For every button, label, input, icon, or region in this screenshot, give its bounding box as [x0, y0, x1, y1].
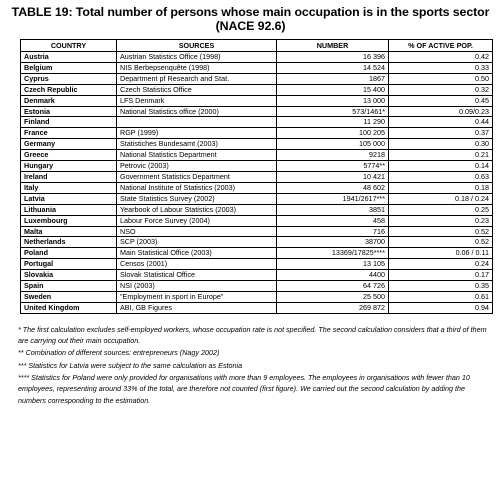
country-cell: Lithuania	[21, 204, 117, 215]
country-cell: Czech Republic	[21, 84, 117, 95]
percent-cell: 0.37	[389, 128, 493, 139]
table-row	[21, 248, 493, 259]
header-percent-active-pop: % OF ACTIVE POP.	[389, 40, 493, 52]
country-cell: Spain	[21, 281, 117, 292]
percent-cell: 0.94	[389, 302, 493, 313]
table-row	[21, 139, 493, 150]
percent-cell: 0.23	[389, 215, 493, 226]
percent-cell: 0.14	[389, 161, 493, 172]
table-title: TABLE 19: Total number of persons whose main occupation is in the sports sector (NACE 92.6)	[11, 5, 490, 33]
number-cell: 716	[277, 226, 389, 237]
table-row	[21, 161, 493, 172]
table-row	[21, 204, 493, 215]
table-row	[21, 73, 493, 84]
percent-cell: 0.63	[389, 171, 493, 182]
number-cell: 25 500	[277, 291, 389, 302]
source-cell: Czech Statistics Office	[117, 84, 277, 95]
percent-cell: 0.35	[389, 281, 493, 292]
country-cell: Estonia	[21, 106, 117, 117]
source-cell: NSO	[117, 226, 277, 237]
source-cell: Austrian Statistics Office (1998)	[117, 52, 277, 63]
source-cell: National Statistics office (2000)	[117, 106, 277, 117]
table-header-row	[21, 40, 493, 52]
percent-cell: 0.61	[389, 291, 493, 302]
country-cell: Italy	[21, 182, 117, 193]
table-row	[21, 117, 493, 128]
table-row	[21, 84, 493, 95]
number-cell: 14 524	[277, 62, 389, 73]
header-number: NUMBER	[277, 40, 389, 52]
sports-employment-table	[20, 39, 493, 314]
percent-cell: 0.45	[389, 95, 493, 106]
footnotes	[18, 324, 488, 406]
header-sources: SOURCES	[117, 40, 277, 52]
source-cell: Government Statistics Department	[117, 171, 277, 182]
country-cell: Austria	[21, 52, 117, 63]
source-cell: LFS Denmark	[117, 95, 277, 106]
number-cell: 4400	[277, 270, 389, 281]
country-cell: Latvia	[21, 193, 117, 204]
table-row	[21, 150, 493, 161]
percent-cell: 0.17	[389, 270, 493, 281]
country-cell: Hungary	[21, 161, 117, 172]
country-cell: Netherlands	[21, 237, 117, 248]
table-row	[21, 215, 493, 226]
table-body	[21, 52, 493, 314]
source-cell: "Employment in sport in Europe"	[117, 291, 277, 302]
number-cell: 48 602	[277, 182, 389, 193]
country-cell: Greece	[21, 150, 117, 161]
source-cell: Petrovic (2003)	[117, 161, 277, 172]
country-cell: Sweden	[21, 291, 117, 302]
number-cell: 100 205	[277, 128, 389, 139]
number-cell: 10 421	[277, 171, 389, 182]
number-cell: 13369/17825****	[277, 248, 389, 259]
country-cell: Portugal	[21, 259, 117, 270]
percent-cell: 0.30	[389, 139, 493, 150]
country-cell: Denmark	[21, 95, 117, 106]
source-cell: SCP (2003)	[117, 237, 277, 248]
number-cell: 458	[277, 215, 389, 226]
number-cell: 573/1461*	[277, 106, 389, 117]
number-cell: 1867	[277, 73, 389, 84]
table-row	[21, 259, 493, 270]
number-cell: 16 396	[277, 52, 389, 63]
table-row	[21, 193, 493, 204]
percent-cell: 0.21	[389, 150, 493, 161]
source-cell: RGP (1999)	[117, 128, 277, 139]
number-cell: 38700	[277, 237, 389, 248]
source-cell	[117, 117, 277, 128]
percent-cell: 0.42	[389, 52, 493, 63]
number-cell: 13 000	[277, 95, 389, 106]
percent-cell: 0.50	[389, 73, 493, 84]
number-cell: 5774**	[277, 161, 389, 172]
footnote: * The first calculation excludes self-employed workers, whose occupation rate is not specified. The second calculation considers that a third of them are carrying out their main occupation.	[18, 324, 487, 346]
percent-cell: 0.52	[389, 226, 493, 237]
source-cell: Slovak Statistical Office	[117, 270, 277, 281]
number-cell: 9218	[277, 150, 389, 161]
percent-cell: 0.52	[389, 237, 493, 248]
table-row	[21, 182, 493, 193]
percent-cell: 0.25	[389, 204, 493, 215]
country-cell: Slovakia	[21, 270, 117, 281]
source-cell: ABI, GB Figures	[117, 302, 277, 313]
country-cell: Ireland	[21, 171, 117, 182]
source-cell: NIS Berbepsenquête (1998)	[117, 62, 277, 73]
country-cell: Luxembourg	[21, 215, 117, 226]
percent-cell: 0.32	[389, 84, 493, 95]
table-row	[21, 95, 493, 106]
table-row	[21, 226, 493, 237]
table-row	[21, 291, 493, 302]
country-cell: Malta	[21, 226, 117, 237]
percent-cell: 0.33	[389, 62, 493, 73]
source-cell: Labour Force Survey (2004)	[117, 215, 277, 226]
source-cell: State Statistics Survey (2002)	[117, 193, 277, 204]
percent-cell: 0.44	[389, 117, 493, 128]
footnote: **** Statistics for Poland were only provided for organisations with more than 9 employees. The employees in organisations with fewer than 10 employees, representing around 33% of the total, are therefore not counted (first figure). We carried out the second calculation by adding the numbers corresponding to the estimation.	[18, 372, 470, 405]
number-cell: 15 400	[277, 84, 389, 95]
source-cell: National Statistics Department	[117, 150, 277, 161]
percent-cell: 0.18	[389, 182, 493, 193]
percent-cell: 0.18 / 0.24	[389, 193, 493, 204]
number-cell: 11 290	[277, 117, 389, 128]
source-cell: Statistiches Bundesamt (2003)	[117, 139, 277, 150]
table-row	[21, 281, 493, 292]
source-cell: Yearbook of Labour Statistics (2003)	[117, 204, 277, 215]
country-cell: Finland	[21, 117, 117, 128]
table-row	[21, 270, 493, 281]
number-cell: 64 726	[277, 281, 389, 292]
number-cell: 3851	[277, 204, 389, 215]
number-cell: 13 105	[277, 259, 389, 270]
percent-cell: 0.06 / 0.11	[389, 248, 493, 259]
source-cell: Main Statistical Office (2003)	[117, 248, 277, 259]
country-cell: Cyprus	[21, 73, 117, 84]
footnote: ** Combination of different sources: entrepreneurs (Nagy 2002)	[18, 348, 220, 358]
source-cell: NSI (2003)	[117, 281, 277, 292]
number-cell: 269 872	[277, 302, 389, 313]
table-row	[21, 128, 493, 139]
source-cell: National Institute of Statistics (2003)	[117, 182, 277, 193]
table-row	[21, 106, 493, 117]
table-row	[21, 52, 493, 63]
country-cell: Belgium	[21, 62, 117, 73]
country-cell: United Kingdom	[21, 302, 117, 313]
header-country: COUNTRY	[21, 40, 117, 52]
country-cell: Germany	[21, 139, 117, 150]
number-cell: 105 000	[277, 139, 389, 150]
table-row	[21, 237, 493, 248]
footnote: *** Statistics for Latvia were subject to the same calculation as Estonia	[18, 360, 243, 370]
country-cell: France	[21, 128, 117, 139]
percent-cell: 0.09/0.23	[389, 106, 493, 117]
percent-cell: 0.24	[389, 259, 493, 270]
table-row	[21, 62, 493, 73]
table-row	[21, 171, 493, 182]
table-row	[21, 302, 493, 313]
source-cell: Censos (2001)	[117, 259, 277, 270]
number-cell: 1941/2617***	[277, 193, 389, 204]
country-cell: Poland	[21, 248, 117, 259]
source-cell: Department pf Research and Stat.	[117, 73, 277, 84]
